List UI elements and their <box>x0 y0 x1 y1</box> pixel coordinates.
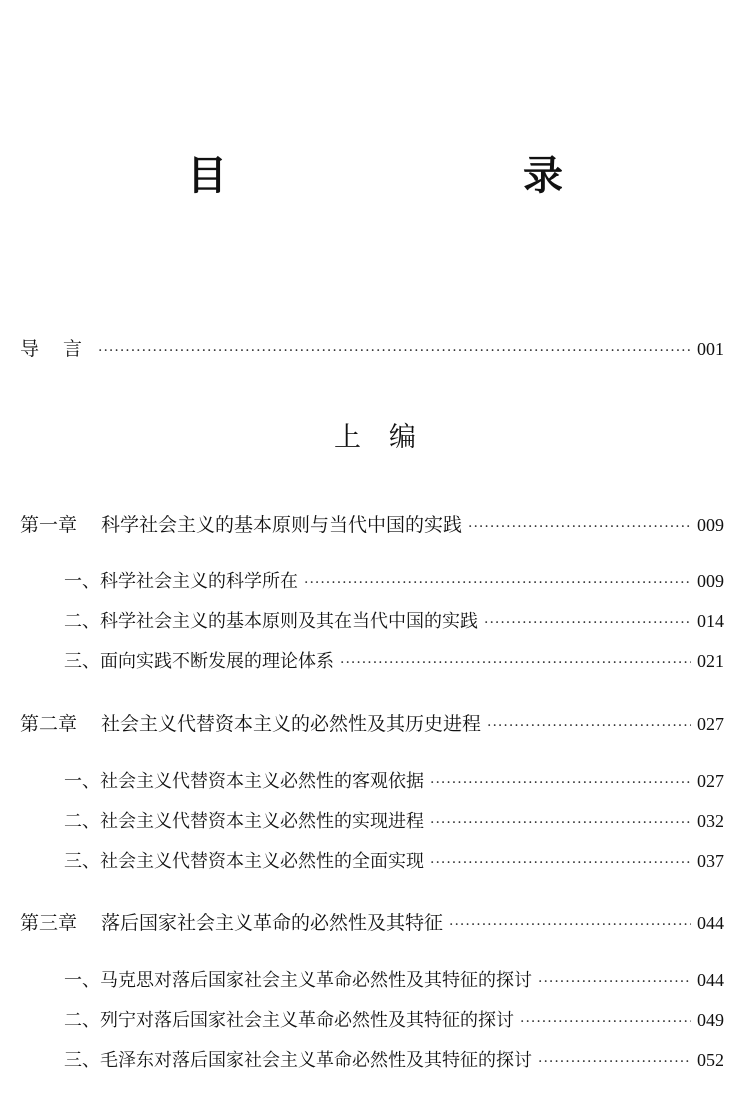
page-number: 044 <box>697 970 724 990</box>
toc-entry-section[interactable] <box>64 965 724 995</box>
toc-entry-chapter-3[interactable] <box>20 908 724 938</box>
leader-dots <box>449 910 691 940</box>
toc-entry-section[interactable] <box>64 566 724 596</box>
section-title: 一、马克思对落后国家社会主义革命必然性及其特征的探讨 <box>64 970 532 991</box>
leader-dots <box>520 1007 691 1037</box>
toc-entry-chapter-2[interactable] <box>20 709 724 739</box>
leader-dots <box>538 1047 691 1077</box>
toc-entry-section[interactable] <box>64 806 724 836</box>
leader-dots <box>430 848 691 878</box>
section-title: 三、面向实践不断发展的理论体系 <box>64 651 334 672</box>
leader-dots <box>304 568 691 598</box>
page-number: 027 <box>697 771 724 791</box>
leader-dots <box>538 967 691 997</box>
part-title: 上编 <box>334 422 444 453</box>
page-number: 001 <box>697 339 724 359</box>
page-number: 037 <box>697 851 724 871</box>
toc-entry-section[interactable] <box>64 846 724 876</box>
section-title: 二、社会主义代替资本主义必然性的实现进程 <box>64 811 424 832</box>
page-number: 014 <box>697 611 724 631</box>
toc-entry-intro[interactable] <box>20 334 724 364</box>
leader-dots <box>468 512 691 542</box>
leader-dots <box>430 768 691 798</box>
toc-entry-section[interactable] <box>64 646 724 676</box>
section-title: 一、科学社会主义的科学所在 <box>64 571 298 592</box>
page-number: 032 <box>697 811 724 831</box>
toc-entry-chapter-1[interactable] <box>20 510 724 540</box>
toc-entry-section[interactable] <box>64 1005 724 1035</box>
page-number: 021 <box>697 651 724 671</box>
page-number: 049 <box>697 1010 724 1030</box>
leader-dots <box>98 336 691 366</box>
page-number: 052 <box>697 1050 724 1070</box>
chapter-title: 科学社会主义的基本原则与当代中国的实践 <box>101 514 463 536</box>
intro-label: 导言 <box>20 338 107 360</box>
page-number: 009 <box>697 515 724 535</box>
chapter-number: 第二章 <box>20 713 78 735</box>
section-title: 一、社会主义代替资本主义必然性的客观依据 <box>64 771 424 792</box>
section-title: 三、社会主义代替资本主义必然性的全面实现 <box>64 851 424 872</box>
toc-entry-section[interactable] <box>64 1045 724 1075</box>
section-title: 三、毛泽东对落后国家社会主义革命必然性及其特征的探讨 <box>64 1050 532 1071</box>
chapter-title: 社会主义代替资本主义的必然性及其历史进程 <box>101 713 482 735</box>
toc-entry-section[interactable] <box>64 766 724 796</box>
chapter-number: 第三章 <box>20 912 78 934</box>
leader-dots <box>487 711 691 741</box>
leader-dots <box>430 808 691 838</box>
toc-entry-section[interactable] <box>64 606 724 636</box>
page-number: 027 <box>697 714 724 734</box>
page-number: 044 <box>697 913 724 933</box>
toc-page-title: 目 录 <box>187 152 635 199</box>
page-number: 009 <box>697 571 724 591</box>
section-title: 二、科学社会主义的基本原则及其在当代中国的实践 <box>64 611 478 632</box>
section-title: 二、列宁对落后国家社会主义革命必然性及其特征的探讨 <box>64 1010 514 1031</box>
leader-dots <box>484 608 691 638</box>
leader-dots <box>340 648 691 678</box>
chapter-number: 第一章 <box>20 514 78 536</box>
chapter-title: 落后国家社会主义革命的必然性及其特征 <box>101 912 444 934</box>
